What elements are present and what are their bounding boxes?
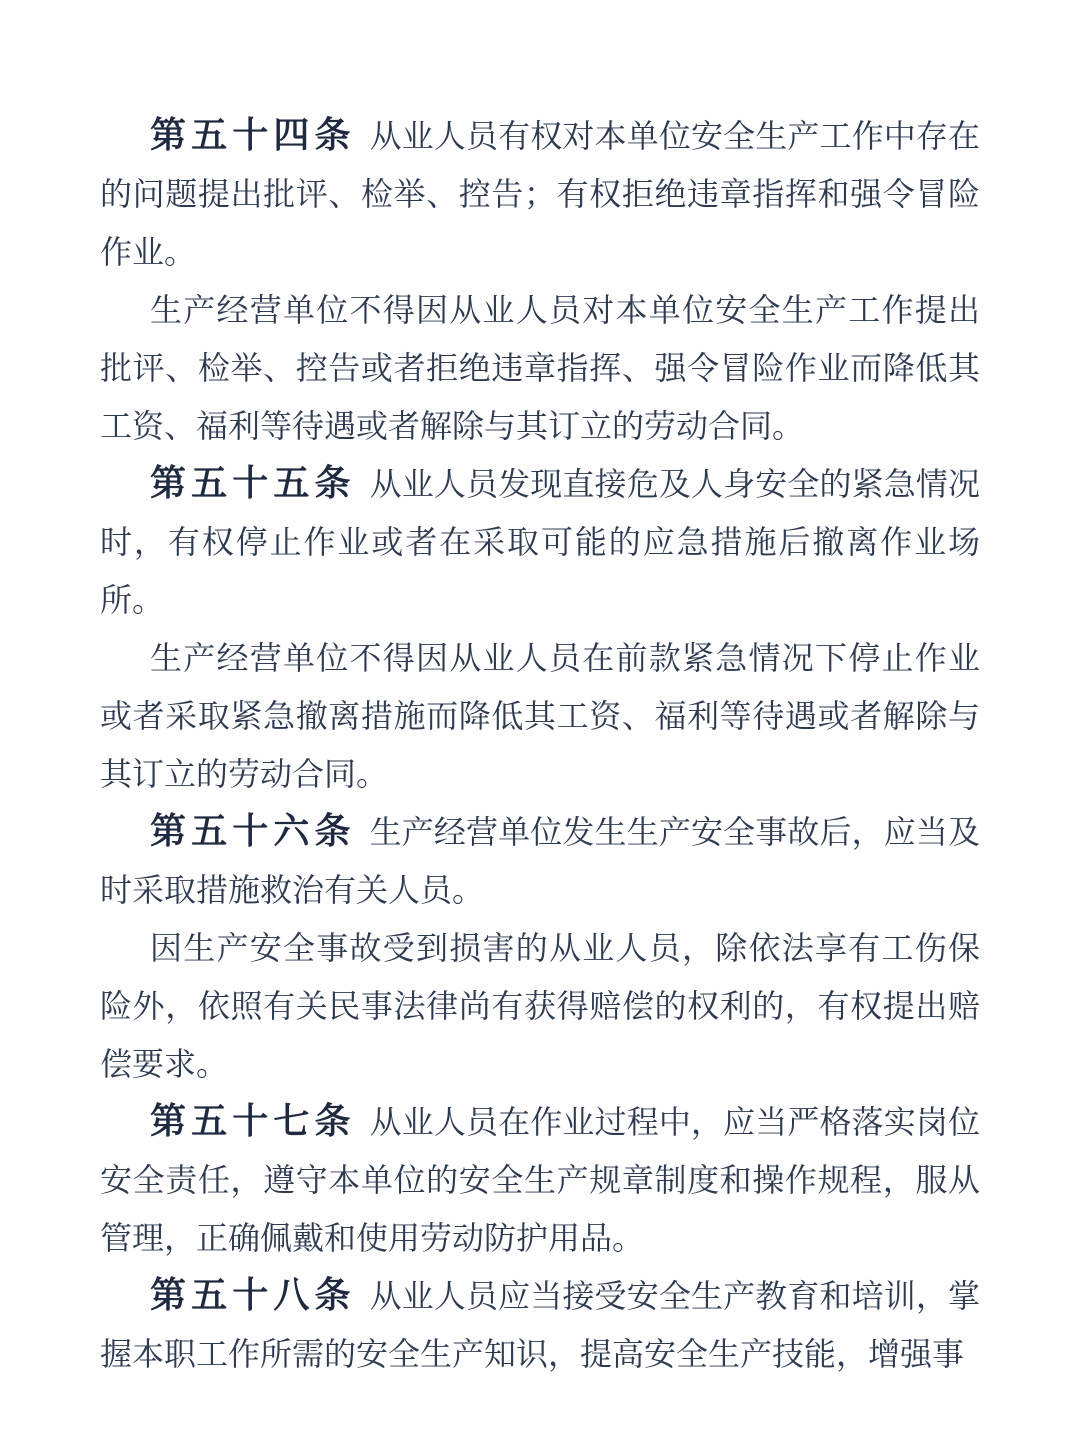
law-paragraph [100, 1267, 980, 1383]
law-paragraph [100, 281, 980, 455]
article-number: 第五十五条 [150, 462, 356, 503]
article-number: 第五十六条 [150, 810, 356, 851]
paragraph-text: 从业人员在作业过程中，应当严格落实岗位安全责任，遵守本单位的安全生产规章制度和操作规程，服从管理，正确佩戴和使用劳动防护用品。 [100, 1104, 980, 1256]
law-paragraph [100, 1093, 980, 1267]
law-paragraph [100, 455, 980, 629]
paragraph-text: 因生产安全事故受到损害的从业人员，除依法享有工伤保险外，依照有关民事法律尚有获得赔偿的权利的，有权提出赔偿要求。 [100, 930, 980, 1082]
paragraph-text: 生产经营单位不得因从业人员对本单位安全生产工作提出批评、检举、控告或者拒绝违章指挥、强令冒险作业而降低其工资、福利等待遇或者解除与其订立的劳动合同。 [100, 292, 980, 444]
article-number: 第五十四条 [150, 114, 356, 155]
law-paragraph [100, 629, 980, 803]
article-number: 第五十七条 [150, 1100, 356, 1141]
law-paragraph [100, 803, 980, 919]
paragraph-text: 从业人员有权对本单位安全生产工作中存在的问题提出批评、检举、控告；有权拒绝违章指挥和强令冒险作业。 [100, 118, 980, 270]
paragraph-text: 生产经营单位发生生产安全事故后，应当及时采取措施救治有关人员。 [100, 814, 980, 908]
paragraph-text: 从业人员发现直接危及人身安全的紧急情况时，有权停止作业或者在采取可能的应急措施后撤离作业场所。 [100, 466, 980, 618]
law-paragraph [100, 919, 980, 1093]
paragraph-text: 生产经营单位不得因从业人员在前款紧急情况下停止作业或者采取紧急撤离措施而降低其工资、福利等待遇或者解除与其订立的劳动合同。 [100, 640, 980, 792]
article-number: 第五十八条 [150, 1274, 356, 1315]
law-paragraph [100, 107, 980, 281]
paragraph-text: 从业人员应当接受安全生产教育和培训，掌握本职工作所需的安全生产知识，提高安全生产技能，增强事 [100, 1278, 980, 1372]
